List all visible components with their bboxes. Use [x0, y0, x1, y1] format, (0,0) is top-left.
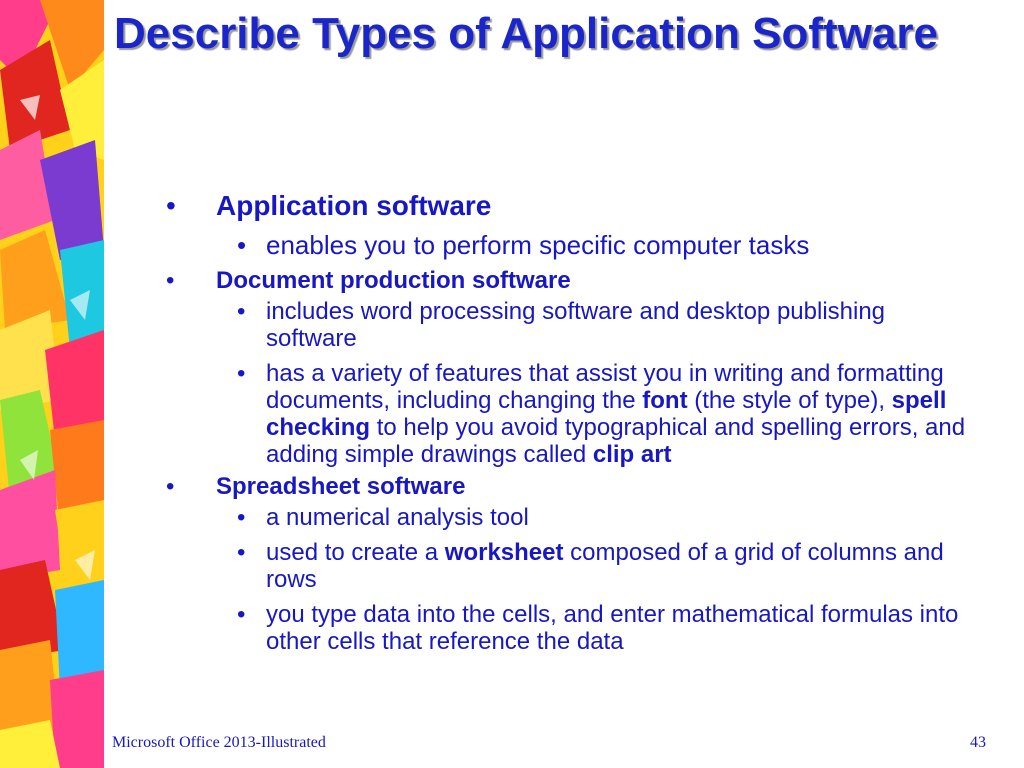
list-item-text: to help you avoid typographical and spelling errors, and adding simple drawings called: [266, 414, 966, 468]
term-font: font: [642, 387, 688, 414]
list-item-level-2: [160, 298, 970, 352]
term-spell-checking: spell checking: [266, 387, 947, 441]
colorful-shapes-graphic: [0, 0, 104, 768]
bullet-icon: •: [237, 298, 246, 325]
list-item-level-2: [160, 360, 970, 468]
bullet-icon: •: [166, 190, 176, 221]
list-item-level-2: [160, 228, 970, 262]
list-item-level-2: [160, 504, 970, 531]
bullet-icon: •: [237, 230, 247, 260]
slide-content: [160, 186, 970, 655]
term-clip-art: clip art: [592, 441, 672, 468]
list-item-text: composed of a grid of columns and rows: [266, 539, 944, 593]
list-item-level-2: [160, 539, 970, 593]
bullet-icon: •: [237, 539, 246, 566]
bullet-icon: •: [237, 360, 246, 387]
list-item-label: Application software: [216, 190, 492, 221]
list-item-text: enables you to perform specific computer tasks: [266, 230, 810, 260]
list-item-text: has a variety of features that assist you in writing and formatting documents, including changing the: [266, 360, 944, 414]
bullet-icon: •: [237, 601, 246, 628]
slide-title: Describe Types of Application Software: [114, 9, 938, 58]
bullet-icon: •: [166, 473, 175, 500]
list-item-level-1: [160, 472, 970, 502]
footer-source: Microsoft Office 2013-Illustrated: [112, 734, 326, 751]
page-number: 43: [970, 734, 986, 751]
bullet-icon: •: [237, 504, 246, 531]
list-item-text: you type data into the cells, and enter mathematical formulas into other cells that reference the data: [266, 601, 959, 655]
list-item-level-1: [160, 266, 970, 296]
list-item-text: used to create a: [266, 539, 445, 566]
list-item-level-1: [160, 186, 970, 226]
list-item-label: Spreadsheet software: [216, 473, 466, 500]
list-item-text: a numerical analysis tool: [266, 504, 529, 531]
term-worksheet: worksheet: [444, 539, 564, 566]
list-item-level-2: [160, 601, 970, 655]
decorative-side-banner: [0, 0, 104, 768]
list-item-label: Document production software: [216, 267, 571, 294]
list-item-text: includes word processing software and desktop publishing software: [266, 298, 886, 352]
bullet-icon: •: [166, 267, 175, 294]
list-item-text: (the style of type),: [687, 387, 892, 414]
